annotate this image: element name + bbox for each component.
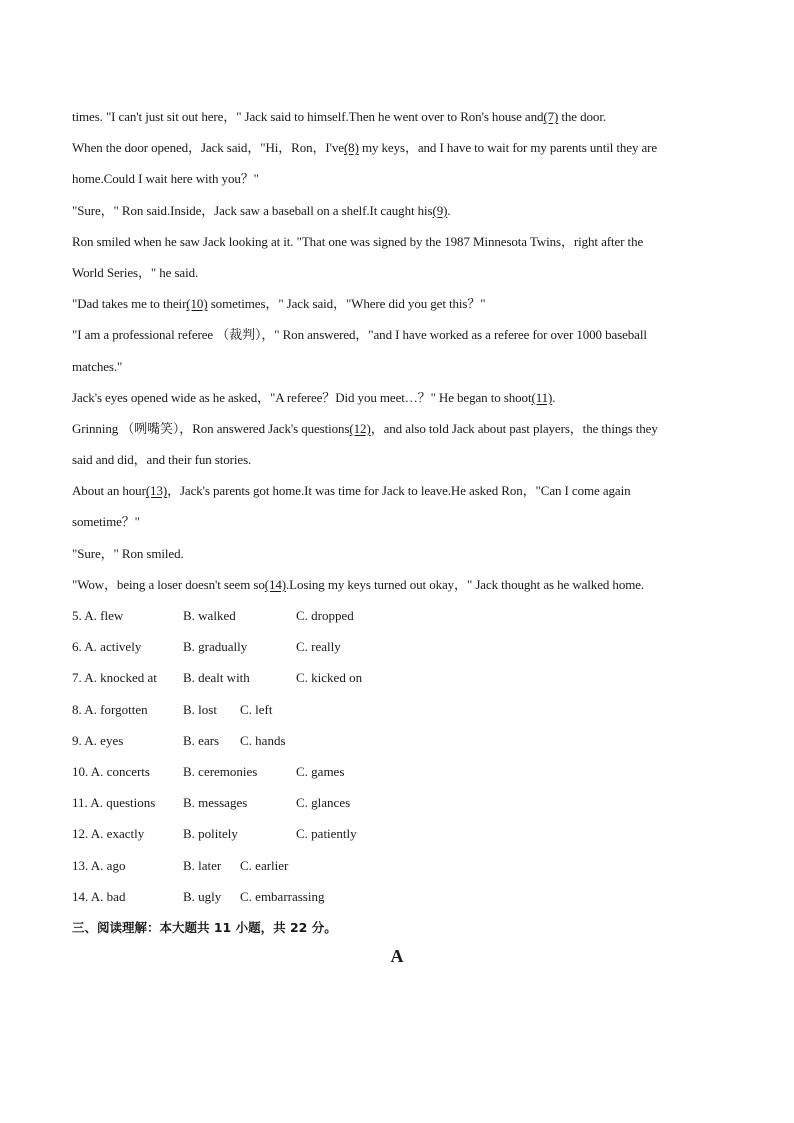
option-c: C. patiently bbox=[296, 826, 357, 842]
option-a: 9. A. eyes bbox=[72, 732, 124, 748]
option-c: C. hands bbox=[240, 732, 286, 748]
option-c: C. dropped bbox=[296, 608, 354, 623]
passage-line: "Sure，" Ron said.Inside，Jack saw a baseball on a shelf.It caught his(9). bbox=[72, 202, 451, 218]
passage-line: matches." bbox=[72, 358, 123, 374]
option-c: C. games bbox=[296, 763, 345, 779]
option-row-5 bbox=[72, 600, 732, 631]
blank-11: (11) bbox=[531, 389, 553, 405]
passage-line: "Sure，" Ron smiled. bbox=[72, 545, 184, 561]
option-a: 7. A. knocked at bbox=[72, 670, 157, 686]
option-b: B. walked bbox=[183, 608, 236, 623]
option-c: C. glances bbox=[296, 795, 351, 811]
option-b: B. ears bbox=[183, 732, 220, 748]
option-b: B. messages bbox=[183, 795, 248, 811]
option-row-10 bbox=[72, 756, 732, 787]
option-row-13 bbox=[72, 850, 732, 881]
passage-line: said and did，and their fun stories. bbox=[72, 452, 252, 468]
option-row-6 bbox=[72, 631, 732, 662]
document-body bbox=[72, 101, 732, 943]
option-a: 8. A. forgotten bbox=[72, 701, 148, 717]
blank-7: (7) bbox=[543, 109, 559, 124]
option-c: C. left bbox=[240, 701, 273, 717]
option-row-7 bbox=[72, 662, 732, 693]
option-c: C. kicked on bbox=[296, 670, 363, 686]
section-heading: 三、阅读理解：本大题共 11 小题，共 22 分。 bbox=[72, 919, 337, 935]
option-b: B. politely bbox=[183, 826, 238, 842]
option-a: 10. A. concerts bbox=[72, 763, 150, 779]
option-c: C. really bbox=[296, 639, 341, 655]
blank-10: (10) bbox=[186, 296, 208, 312]
option-a: 13. A. ago bbox=[72, 857, 126, 873]
passage-line: About an hour(13)，Jack's parents got home.It was time for Jack to leave.He asked Ron，"Can I come again bbox=[72, 483, 631, 499]
passage-line: World Series，" he said. bbox=[72, 264, 199, 280]
option-b: B. dealt with bbox=[183, 670, 250, 686]
option-c: C. earlier bbox=[240, 857, 289, 873]
option-a: 11. A. questions bbox=[72, 795, 156, 811]
passage-line: home.Could I wait here with you？" bbox=[72, 171, 259, 187]
passage-line: Grinning （咧嘴笑），Ron answered Jack's questions(12)，and also told Jack about past players，the things they bbox=[72, 420, 658, 436]
passage-line: times. "I can't just sit out here，" Jack said to himself.Then he went over to Ron's house and(7) the door. bbox=[72, 109, 606, 124]
option-row-12 bbox=[72, 818, 732, 849]
passage-line: "I am a professional referee （裁判），" Ron answered，"and I have worked as a referee for over 1000 baseball bbox=[72, 327, 647, 343]
option-b: B. lost bbox=[183, 701, 217, 717]
passage-line: sometime？" bbox=[72, 514, 140, 530]
option-row-14 bbox=[72, 881, 732, 912]
option-b: B. later bbox=[183, 857, 222, 873]
passage-label: A bbox=[390, 946, 404, 966]
passage-line: "Wow，being a loser doesn't seem so(14).Losing my keys turned out okay，" Jack thought as he walked home. bbox=[72, 576, 645, 592]
option-b: B. ugly bbox=[183, 888, 222, 904]
option-a: 5. A. flew bbox=[72, 608, 124, 623]
option-row-8 bbox=[72, 694, 732, 725]
option-row-11 bbox=[72, 787, 732, 818]
option-a: 12. A. exactly bbox=[72, 826, 145, 842]
option-b: B. gradually bbox=[183, 639, 248, 655]
option-b: B. ceremonies bbox=[183, 763, 258, 779]
option-c: C. embarrassing bbox=[240, 888, 325, 904]
passage-line: When the door opened，Jack said，"Hi，Ron，I've(8) my keys，and I have to wait for my parents until they are bbox=[72, 140, 658, 156]
blank-14: (14) bbox=[264, 576, 287, 592]
passage-line: Jack's eyes opened wide as he asked，"A referee？Did you meet…？" He began to shoot(11). bbox=[72, 389, 556, 405]
option-a: 6. A. actively bbox=[72, 639, 142, 655]
blank-13: (13) bbox=[145, 483, 168, 499]
blank-12: (12) bbox=[349, 420, 371, 436]
passage-line: "Dad takes me to their(10) sometimes，" Jack said，"Where did you get this？" bbox=[72, 296, 486, 312]
passage-line: Ron smiled when he saw Jack looking at it. "That one was signed by the 1987 Minnesota Twins，right after the bbox=[72, 233, 644, 249]
blank-8: (8) bbox=[343, 140, 359, 156]
option-row-9 bbox=[72, 725, 732, 756]
blank-9: (9) bbox=[432, 202, 448, 218]
option-a: 14. A. bad bbox=[72, 888, 126, 904]
